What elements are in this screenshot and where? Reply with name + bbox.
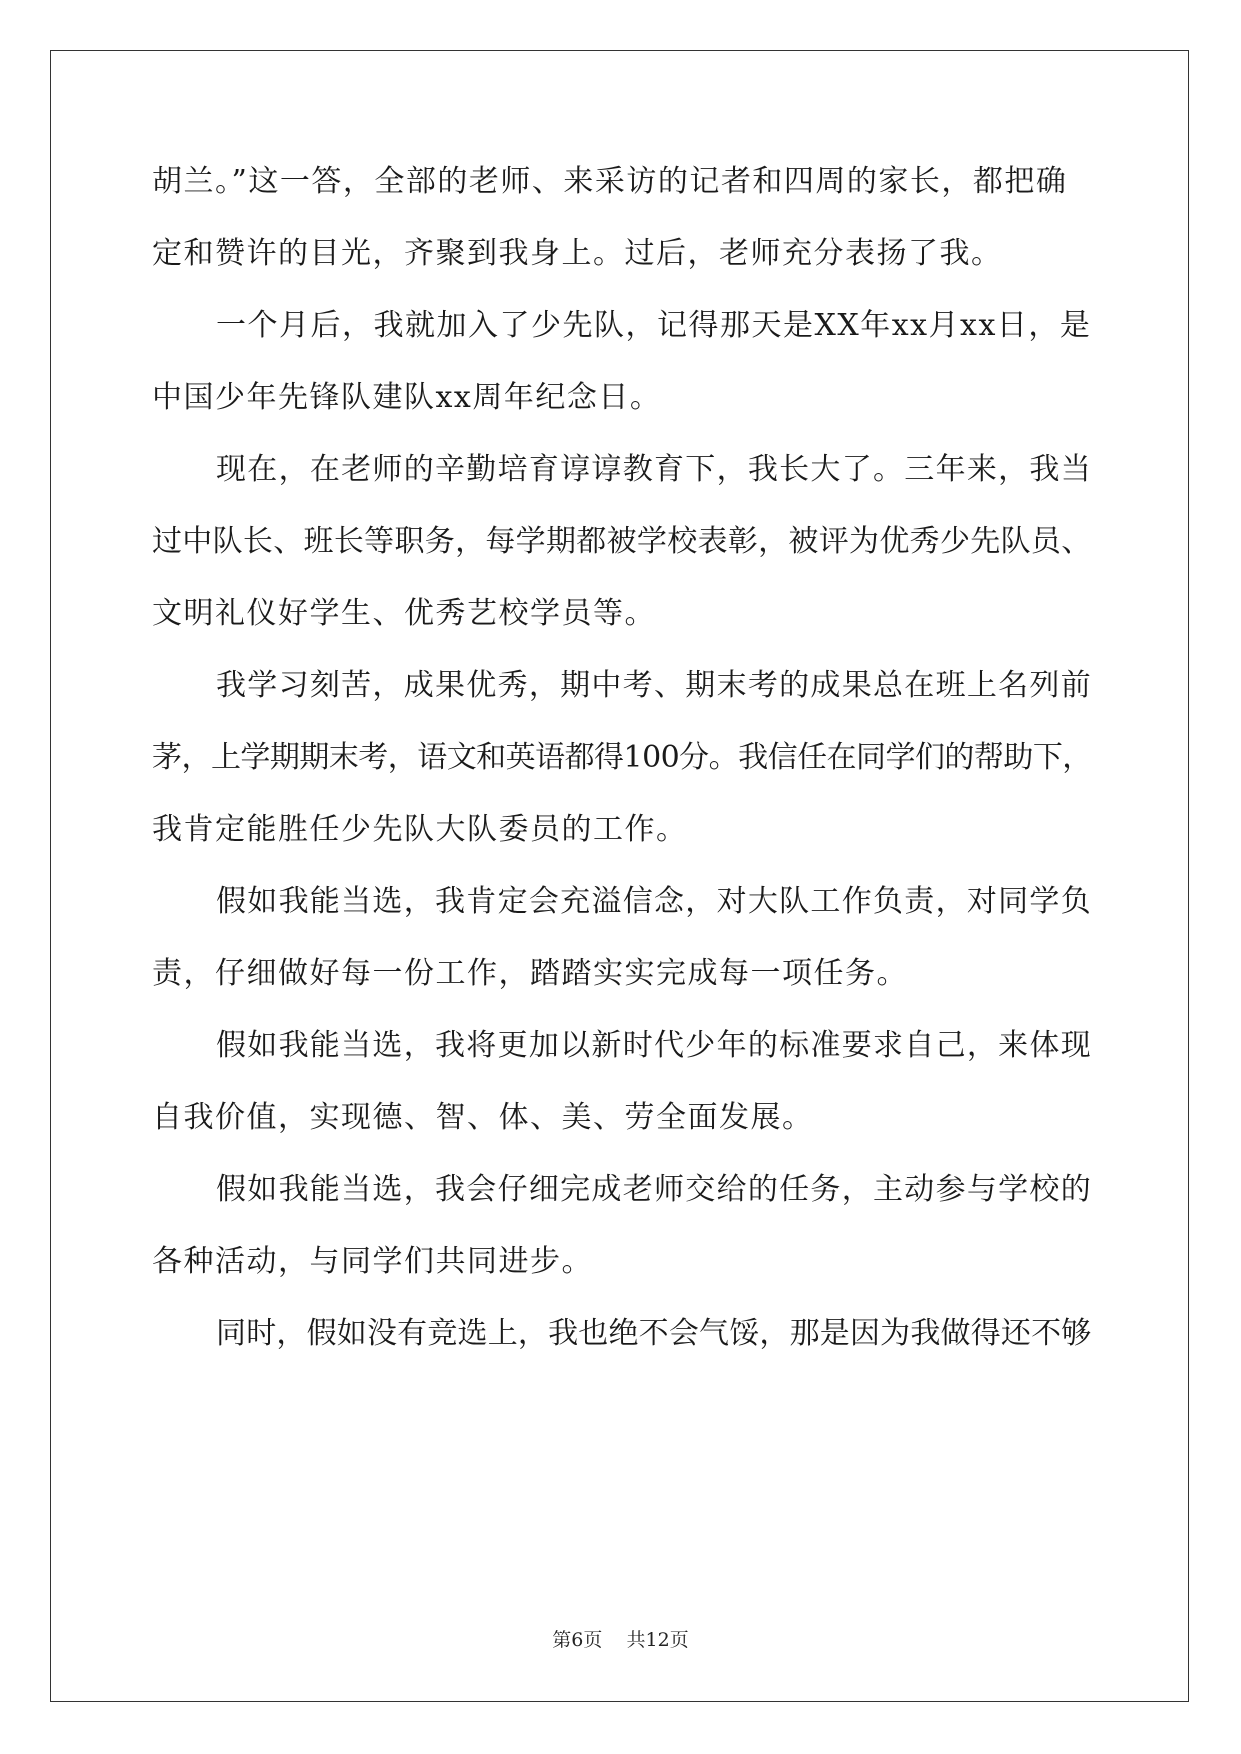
current-page-label: 第6页	[552, 1629, 603, 1651]
paragraph-start-line: 假如我能当选，我将更加以新时代少年的标准要求自己，来体现	[216, 1028, 1092, 1063]
paragraph-start-line: 假如我能当选，我会仔细完成老师交给的任务，主动参与学校的	[216, 1172, 1092, 1207]
text-line: 茅，上学期期末考，语文和英语都得100分。我信任在同学们的帮助下，	[152, 740, 1092, 775]
paragraph-start-line: 我学习刻苦，成果优秀，期中考、期末考的成果总在班上名列前	[216, 668, 1092, 703]
page-border	[50, 50, 1189, 1702]
text-line: 责，仔细做好每一份工作，踏踏实实完成每一项任务。	[152, 956, 908, 991]
text-line: 胡兰。”这一答，全部的老师、来采访的记者和四周的家长，都把确	[152, 164, 1068, 199]
text-line: 文明礼仪好学生、优秀艺校学员等。	[152, 596, 656, 631]
text-line: 我肯定能胜任少先队大队委员的工作。	[152, 812, 688, 847]
text-line: 过中队长、班长等职务，每学期都被学校表彰，被评为优秀少先队员、	[152, 524, 1092, 559]
total-pages-label: 共12页	[626, 1629, 689, 1651]
text-line: 定和赞许的目光，齐聚到我身上。过后，老师充分表扬了我。	[152, 236, 1003, 271]
paragraph-start-line: 一个月后，我就加入了少先队，记得那天是XX年xx月xx日，是	[216, 308, 1092, 343]
paragraph-start-line: 同时，假如没有竞选上，我也绝不会气馁，那是因为我做得还不够	[216, 1316, 1092, 1351]
paragraph-start-line: 假如我能当选，我肯定会充溢信念，对大队工作负责，对同学负	[216, 884, 1092, 919]
page-footer	[0, 1628, 1241, 1652]
paragraph-start-line: 现在，在老师的辛勤培育谆谆教育下，我长大了。三年来，我当	[216, 452, 1092, 487]
text-line: 中国少年先锋队建队xx周年纪念日。	[152, 380, 662, 415]
text-line: 各种活动，与同学们共同进步。	[152, 1244, 593, 1279]
text-line: 自我价值，实现德、智、体、美、劳全面发展。	[152, 1100, 814, 1135]
